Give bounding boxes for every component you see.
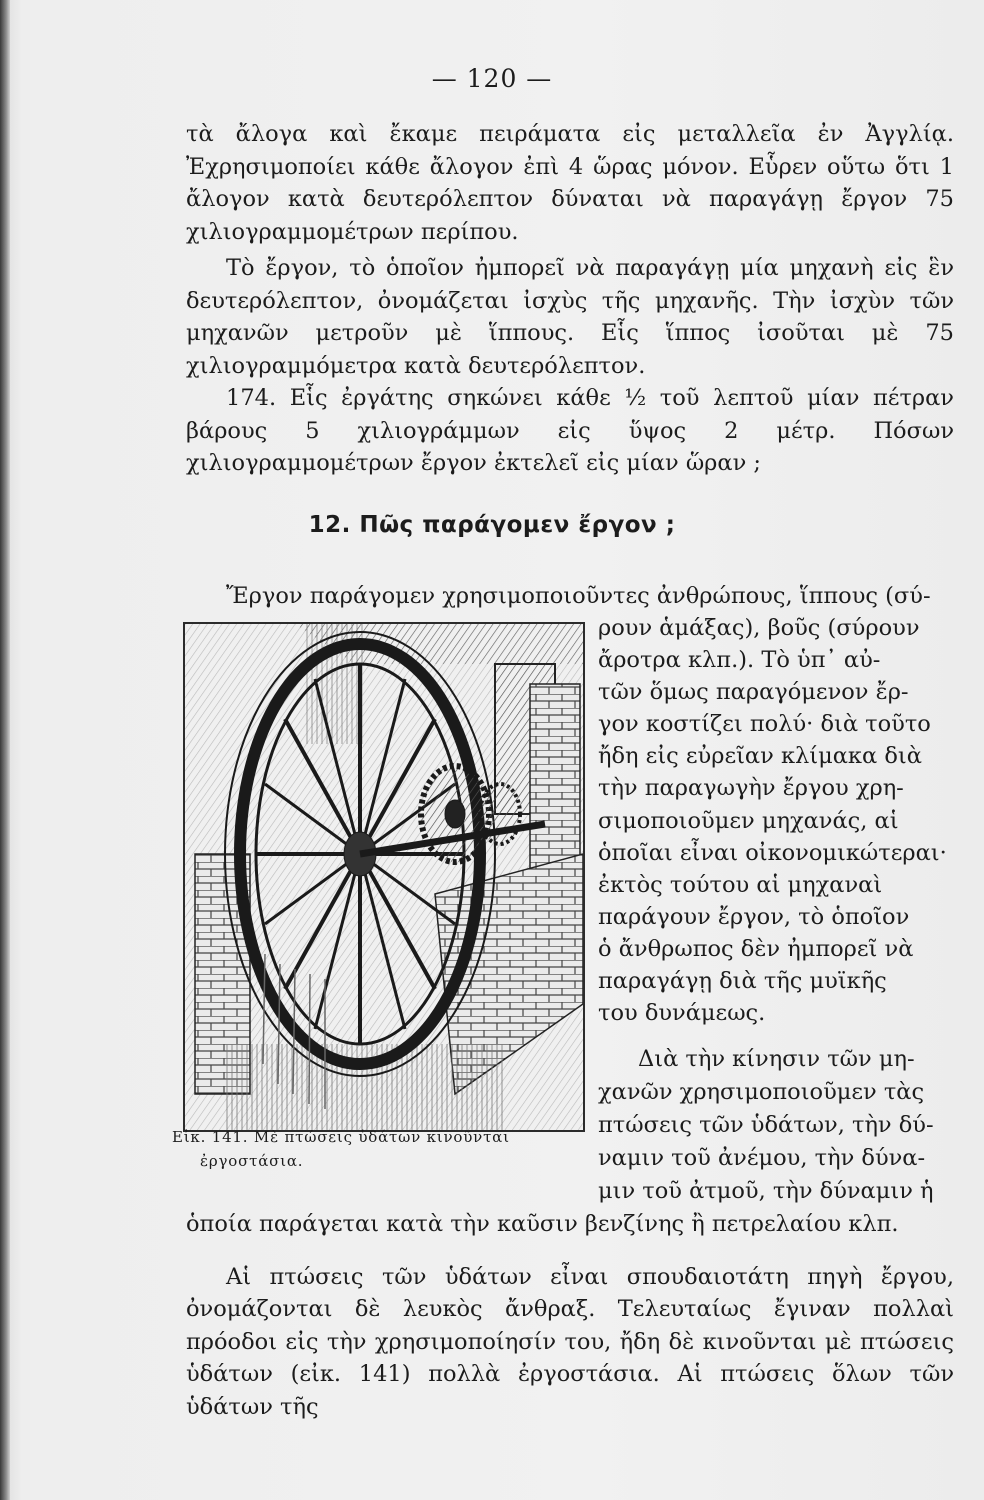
text-line: παραγάγῃ διὰ τῆς μυϊκῆς <box>598 968 887 995</box>
text-line: χανῶν χρησιμοποιοῦμεν τὰς <box>598 1079 925 1105</box>
paragraph-exercise-174: 174. Εἷς ἐργάτης σηκώνει κάθε ½ τοῦ λεπτοῦ μίαν πέτραν βάρους 5 χιλιογράμμων εἰς ὕψος 2 μέτρ. Πόσων χιλιογραμμομέτρων ἔργον ἐκτελεῖ εἰς μίαν ὥραν ; <box>186 385 954 476</box>
text-line: του δυνάμεως. <box>598 1000 766 1027</box>
text-line: παράγουν ἔργον, τὸ ὁποῖον <box>598 903 910 930</box>
text-line: ναμιν τοῦ ἀνέμου, τὴν δύνα- <box>598 1145 926 1171</box>
text-line: μιν τοῦ ἀτμοῦ, τὴν δύναμιν ἡ <box>598 1178 934 1204</box>
text-line: ἤδη εἰς εὐρεῖαν κλίμακα διὰ <box>598 743 922 770</box>
paragraph-horse-experiment: τὰ ἄλογα καὶ ἔκαμε πειράματα εἰς μεταλλεῖα ἐν Ἀγγλίᾳ. Ἐχρησιμοποίει κάθε ἄλογον ἐπὶ 4 ὥρας μόνον. Εὗρεν οὕτω ὅτι 1 ἄλογον κατὰ δευτερόλεπτον δύναται νὰ παραγάγῃ ἔργον 75 χιλιογραμμομέτρων περίπου. <box>186 121 954 245</box>
text-line: ὁ ἄνθρωπος δὲν ἠμπορεῖ νὰ <box>598 935 914 962</box>
text-line: τὴν παραγωγὴν ἔργου χρη- <box>598 775 904 802</box>
text-line: ἐκτὸς τούτου αἱ μηχαναὶ <box>598 871 883 898</box>
paragraph-waterfalls: Αἱ πτώσεις τῶν ὑδάτων εἶναι σπουδαιοτάτη πηγὴ ἔργου, ὀνομάζονται δὲ λευκὸς ἄνθραξ. Τελευταίως ἔγιναν πολλαὶ πρόοδοι εἰς τὴν χρησιμοποίησίν του, ἤδη δὲ κινοῦνται μὲ πτώσεις ὑδάτων (εἰκ. 141) πολλὰ ἐργοστάσια. Αἱ πτώσεις ὅλων τῶν ὑδάτων τῆς <box>186 1263 954 1420</box>
paragraph-producing-work-first-line: Ἔργον παράγομεν χρησιμοποιοῦντες ἀνθρώπους, ἵππους (σύ- <box>226 583 931 609</box>
waterwheel-illustration <box>183 622 585 1132</box>
text-line: γον κοστίζει πολύ· διὰ τοῦτο <box>598 711 931 738</box>
text-line: τῶν ὅμως παραγόμενον ἔρ- <box>598 679 909 706</box>
text-line: ἄροτρα κλπ.). Τὸ ὑπ᾽ αὐ- <box>598 647 881 674</box>
paragraph-machine-power: Τὸ ἔργον, τὸ ὁποῖον ἠμπορεῖ νὰ παραγάγῃ μία μηχανὴ εἰς ἓν δευτερόλεπτον, ὀνομάζεται ἰσχὺς τῆς μηχανῆς. Τὴν ἰσχὺν τῶν μηχανῶν μετροῦν μὲ ἵππους. Εἷς ἵππος ἰσοῦται μὲ 75 χιλιογραμμόμετρα κατὰ δευτερόλεπτον. <box>186 255 954 379</box>
waterwheel-engraving <box>185 624 583 1130</box>
text-line: πτώσεις τῶν ὑδάτων, τὴν δύ- <box>598 1112 934 1138</box>
page-spine-shadow <box>0 0 10 1500</box>
caption-line: ἐργοστάσια. <box>200 1152 304 1170</box>
figure-caption <box>172 1125 592 1173</box>
paragraph-machine-motion-full-line: ὁποία παράγεται κατὰ τὴν καῦσιν βενζίνης ἢ πετρελαίου κλπ. <box>186 1211 899 1237</box>
section-heading: 12. Πῶς παράγομεν ἔργον ; <box>308 512 676 538</box>
paragraph-producing-work-side <box>598 612 954 1029</box>
tailwater <box>225 1044 505 1130</box>
caption-line: Εἰκ. 141. Μὲ πτώσεις ὑδάτων κινοῦνται <box>172 1128 510 1146</box>
paragraph-machine-motion-side <box>598 1043 954 1208</box>
text-line: ὁποῖαι εἶναι οἰκονομικώτεραι· <box>598 839 947 866</box>
page-number: — 120 — <box>431 64 553 93</box>
text-line: ρουν ἁμάξας), βοῦς (σύρουν <box>598 615 920 641</box>
text-line: σιμοποιοῦμεν μηχανάς, αἱ <box>598 807 899 834</box>
text-line: Διὰ τὴν κίνησιν τῶν μη- <box>638 1046 915 1072</box>
